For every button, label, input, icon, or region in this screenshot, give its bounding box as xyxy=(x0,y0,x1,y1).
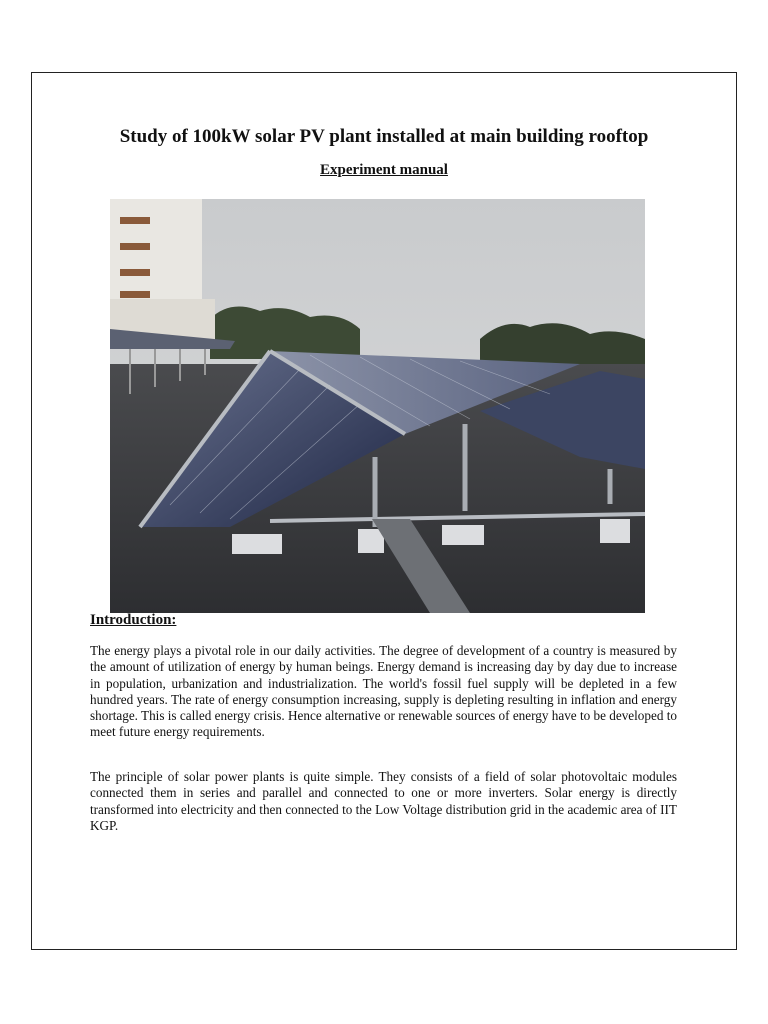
solar-plant-photo xyxy=(110,199,645,613)
introduction-paragraph: The principle of solar power plants is quite simple. They consists of a field of solar photovoltaic modules connected them in series and parallel and connected to one or more inverters. Solar energy is directly transformed into electricity and then connected to the Low Voltage distribution grid in the academic area of IIT KGP. xyxy=(90,769,677,833)
introduction-heading: Introduction: xyxy=(90,612,177,628)
document-subtitle: Experiment manual xyxy=(320,162,448,178)
document-title: Study of 100kW solar PV plant installed at main building rooftop xyxy=(119,126,649,147)
introduction-paragraph: The energy plays a pivotal role in our daily activities. The degree of development of a country is measured by the amount of utilization of energy by human beings. Energy demand is increasing day by day due to increase in population, urbanization and industrialization. The world's fossil fuel supply will be depleted in a few hundred years. The rate of energy consumption increasing, supply is depleting resulting in inflation and energy shortage. This is called energy crisis. Hence alternative or renewable sources of energy have to be developed to meet future energy requirements. xyxy=(90,643,677,740)
